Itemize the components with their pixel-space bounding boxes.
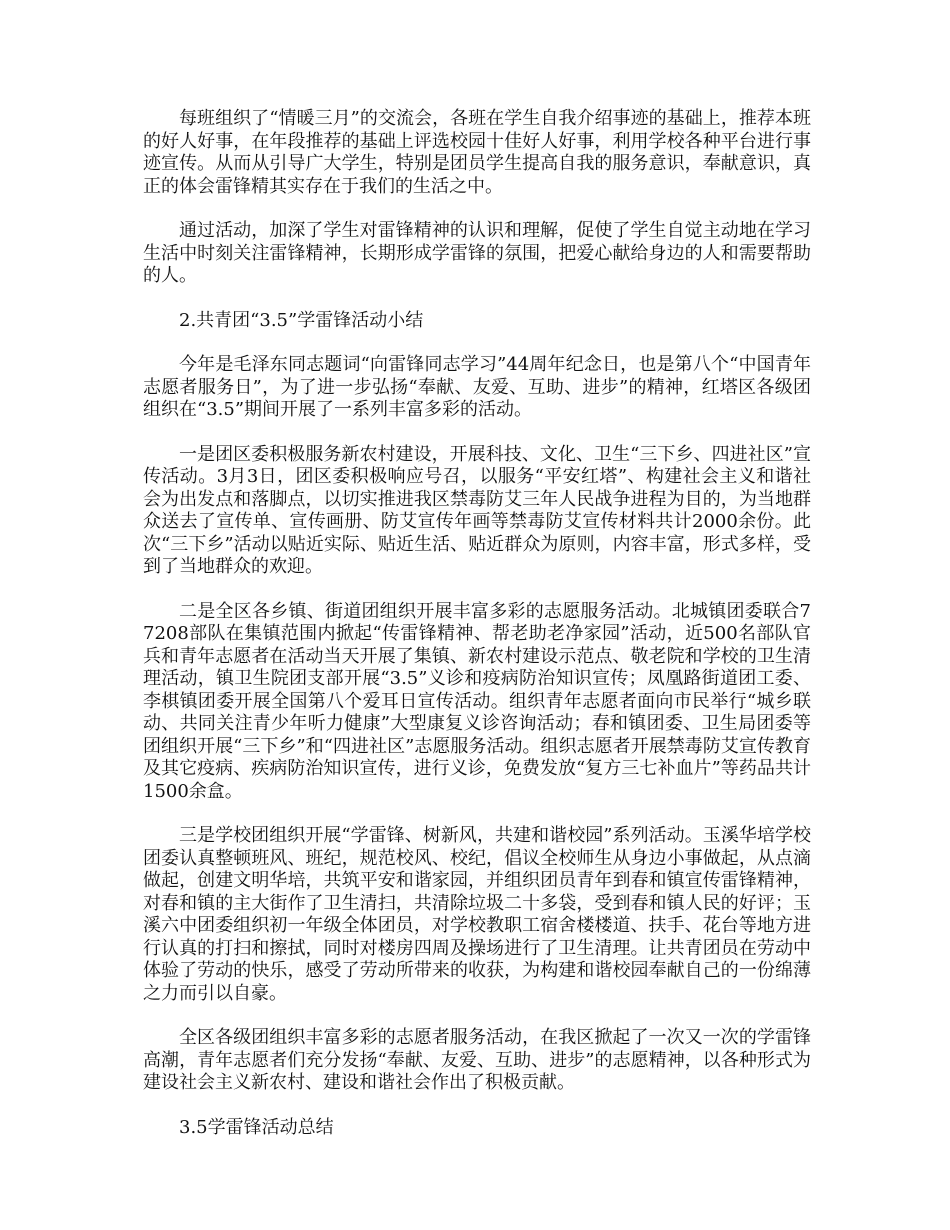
paragraph-qingnuan-sanyue: 每班组织了“情暖三月”的交流会，各班在学生自我介绍事迹的基础上，推荐本班的好人好事，在年段推荐的基础上评选校园十佳好人好事，利用学校各种平台进行事迹宣传。从而从引导广大学生，特别是团员学生提高自我的服务意识，奉献意识，真正的体会雷锋精其实存在于我们的生活之中。 xyxy=(143,108,811,197)
paragraph-district-committee: 一是团区委积极服务新农村建设，开展科技、文化、卫生“三下乡、四进社区”宣传活动。3月3日，团区委积极响应号召，以服务“平安红塔”、构建社会主义和谐社会为出发点和落脚点，以切实推进我区禁毒防艾三年人民战争进程为目的，为当地群众送去了宣传单、宣传画册、防艾宣传年画等禁毒防艾宣传材料共计2000余份。此次“三下乡”活动以贴近实际、贴近生活、贴近群众为原则，内容丰富，形式多样，受到了当地群众的欢迎。 xyxy=(143,443,811,577)
paragraph-activity-effect: 通过活动，加深了学生对雷锋精神的认识和理解，促使了学生自觉主动地在学习生活中时刻关注雷锋精神，长期形成学雷锋的氛围，把爱心献给身边的人和需要帮助的人。 xyxy=(143,220,811,286)
paragraph-conclusion: 全区各级团组织丰富多彩的志愿者服务活动，在我区掀起了一次又一次的学雷锋高潮，青年志愿者们充分发扬“奉献、友爱、互助、进步”的志愿精神，以各种形式为建设社会主义新农村、建设和谐社会作出了积极贡献。 xyxy=(143,1027,811,1093)
section-heading-activity-summary: 3.5学雷锋活动总结 xyxy=(179,1116,334,1138)
paragraph-anniversary-intro: 今年是毛泽东同志题词“向雷锋同志学习”44周年纪念日，也是第八个“中国青年志愿者服务日”，为了进一步弘扬“奉献、友爱、互助、进步”的精神，红塔区各级团组织在“3.5”期间开展了一系列丰富多彩的活动。 xyxy=(143,354,811,420)
paragraph-school-activities: 三是学校团组织开展“学雷锋、树新风，共建和谐校园”系列活动。玉溪华培学校团委认真整顿班风、班纪，规范校风、校纪，倡议全校师生从身边小事做起，从点滴做起，创建文明华培，共筑平安和谐家园，并组织团员青年到春和镇宣传雷锋精神，对春和镇的主大街作了卫生清扫，共清除垃圾二十多袋，受到春和镇人民的好评；玉溪六中团委组织初一年级全体团员，对学校教职工宿舍楼楼道、扶手、花台等地方进行认真的打扫和擦拭，同时对楼房四周及操场进行了卫生清理。让共青团员在劳动中体验了劳动的快乐，感受了劳动所带来的收获，为构建和谐校园奉献自己的一份绵薄之力而引以自豪。 xyxy=(143,825,811,1004)
document-body xyxy=(143,108,811,1161)
section-heading-youth-league-summary: 2.共青团“3.5”学雷锋活动小结 xyxy=(179,309,424,331)
paragraph-township-volunteers: 二是全区各乡镇、街道团组织开展丰富多彩的志愿服务活动。北城镇团委联合77208部队在集镇范围内掀起“传雷锋精神、帮老助老净家园”活动，近500名部队官兵和青年志愿者在活动当天开展了集镇、新农村建设示范点、敬老院和学校的卫生清理活动，镇卫生院团支部开展“3.5”义诊和疫病防治知识宣传；凤凰路街道团工委、李棋镇团委开展全国第八个爱耳日宣传活动。组织青年志愿者面向市民举行“城乡联动、共同关注青少年听力健康”大型康复义诊咨询活动；春和镇团委、卫生局团委等团组织开展“三下乡”和“四进社区”志愿服务活动。组织志愿者开展禁毒防艾宣传教育及其它疫病、疾病防治知识宣传，进行义诊，免费发放“复方三七补血片”等药品共计1500余盒。 xyxy=(143,600,811,802)
